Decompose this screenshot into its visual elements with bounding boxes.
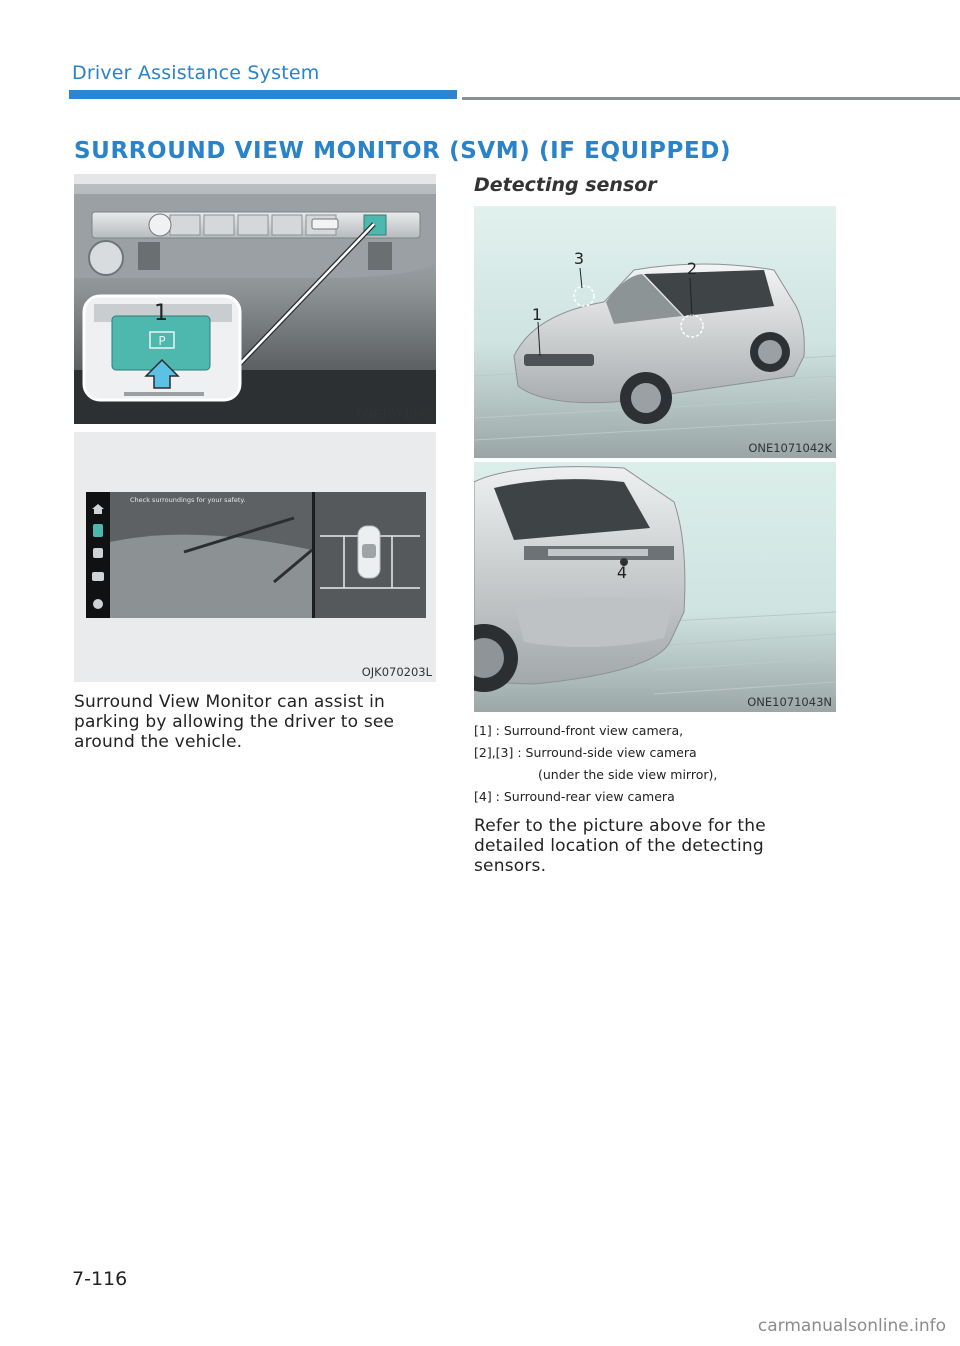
- left-paragraph: [74, 692, 394, 752]
- vehicle-front-illustration: [474, 206, 836, 458]
- legend-item-continuation: (under the side view mirror),: [538, 767, 718, 782]
- callout-2: 2: [686, 259, 698, 278]
- figure-code: ONE1071042K: [748, 441, 832, 455]
- sensor-heading: Detecting sensor: [474, 174, 657, 196]
- left-paragraph-line: around the vehicle.: [74, 732, 243, 752]
- switch-button-label: P: [158, 334, 166, 348]
- figure-svm-display: [74, 432, 436, 682]
- figure-vehicle-front: [474, 206, 836, 458]
- header-rule-gray: [462, 97, 960, 100]
- vehicle-rear-illustration: [474, 462, 836, 712]
- svm-display-illustration: [74, 432, 436, 682]
- callout-4: 4: [616, 563, 628, 582]
- right-paragraph-line: detailed location of the detecting: [474, 836, 764, 856]
- page-number: 7-116: [72, 1268, 128, 1290]
- figure-svm-switch: [74, 174, 436, 424]
- svm-switch-illustration: [74, 174, 436, 424]
- header-rule-blue: [69, 90, 457, 99]
- figure-code: ONE1071040: [355, 407, 432, 421]
- section-title: SURROUND VIEW MONITOR (SVM) (IF EQUIPPED): [74, 138, 732, 164]
- left-paragraph-line: parking by allowing the driver to see: [74, 712, 395, 732]
- switch-callout: 1: [154, 301, 168, 326]
- watermark: carmanualsonline.info: [757, 1316, 946, 1336]
- header-section-title: Driver Assistance System: [72, 62, 320, 84]
- figure-code: ONE1071043N: [747, 695, 832, 709]
- legend-item: [2],[3] : Surround-side view camera: [474, 745, 697, 760]
- left-paragraph-line: Surround View Monitor can assist in: [74, 692, 386, 712]
- right-paragraph-line: Refer to the picture above for the: [474, 816, 766, 836]
- figure-vehicle-rear: [474, 462, 836, 712]
- right-paragraph-line: sensors.: [474, 856, 547, 876]
- legend-item: [1] : Surround-front view camera,: [474, 723, 684, 738]
- legend-item: [4] : Surround-rear view camera: [474, 789, 675, 804]
- figure-code: OJK070203L: [361, 665, 432, 679]
- callout-3: 3: [573, 249, 585, 268]
- sensor-legend: [474, 720, 717, 808]
- display-message: Check surroundings for your safety.: [130, 496, 246, 504]
- right-paragraph: [474, 816, 766, 876]
- callout-1: 1: [531, 305, 543, 324]
